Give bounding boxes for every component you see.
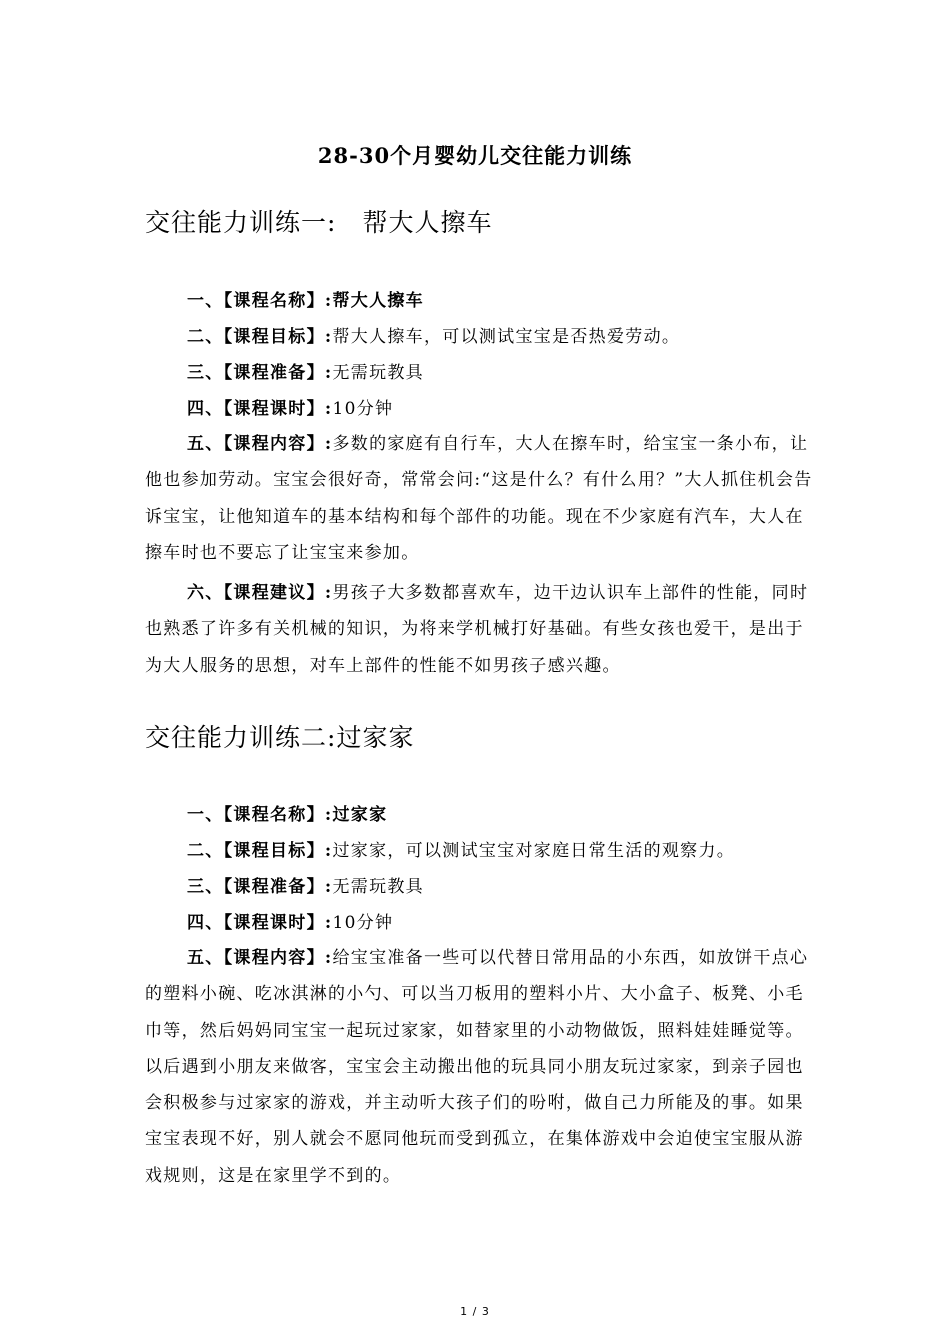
course-content-paragraph: [145, 426, 821, 571]
course-suggestion-paragraph: [145, 575, 821, 684]
course-name-row: [145, 797, 821, 833]
course-prep-row: [145, 355, 821, 391]
course-content-label: 五、【课程内容】:: [187, 948, 333, 968]
course-content-label: 五、【课程内容】:: [187, 434, 333, 454]
course-goal-row: [145, 319, 821, 355]
course-content-paragraph: [145, 940, 821, 1194]
course-goal-label: 二、【课程目标】:: [187, 841, 333, 861]
course-suggestion-text: 男孩子大多数都喜欢车，边干边认识车上部件的性能，同时也熟悉了许多有关机械的知识，为将来学机械打好基础。有些女孩也爱干，是出于为大人服务的思想，对车上部件的性能不如男孩子感兴趣。: [145, 583, 809, 676]
section-heading-name: 过家家: [336, 723, 415, 752]
course-prep-label: 三、【课程准备】:: [187, 877, 333, 897]
section-heading-prefix: 交往能力训练一:: [145, 208, 337, 237]
course-goal-value: 帮大人擦车，可以测试宝宝是否热爱劳动。: [332, 327, 681, 347]
course-duration-label: 四、【课程课时】:: [187, 913, 333, 933]
course-prep-value: 无需玩教具: [332, 363, 424, 383]
course-duration-row: [145, 391, 821, 427]
course-goal-label: 二、【课程目标】:: [187, 327, 333, 347]
section-heading-1: [145, 203, 492, 239]
course-duration-value: 10分钟: [332, 913, 394, 933]
section-heading-2: [145, 718, 414, 754]
course-duration-label: 四、【课程课时】:: [187, 399, 333, 419]
course-name-label: 一、【课程名称】:: [187, 805, 333, 825]
course-suggestion-label: 六、【课程建议】:: [187, 583, 333, 603]
course-prep-label: 三、【课程准备】:: [187, 363, 333, 383]
course-goal-value: 过家家，可以测试宝宝对家庭日常生活的观察力。: [332, 841, 736, 861]
page-number: 1 / 3: [460, 1305, 490, 1318]
document-title: 28-30个月婴幼儿交往能力训练: [317, 143, 633, 168]
course-name-value: 过家家: [332, 805, 388, 825]
course-name-value: 帮大人擦车: [332, 291, 424, 311]
course-content-text: 多数的家庭有自行车，大人在擦车时，给宝宝一条小布，让他也参加劳动。宝宝会很好奇，常常会问:“这是什么？有什么用？”大人抓住机会告诉宝宝，让他知道车的基本结构和每个部件的功能。现在不少家庭有汽车，大人在擦车时也不要忘了让宝宝来参加。: [145, 434, 813, 563]
course-duration-row: [145, 905, 821, 941]
course-name-row: [145, 283, 821, 319]
course-duration-value: 10分钟: [332, 399, 394, 419]
course-goal-row: [145, 833, 821, 869]
course-name-label: 一、【课程名称】:: [187, 291, 333, 311]
course-content-text: 给宝宝准备一些可以代替日常用品的小东西，如放饼干点心的塑料小碗、吃冰淇淋的小勺、可以当刀板用的塑料小片、大小盒子、板凳、小毛巾等，然后妈妈同宝宝一起玩过家家，如替家里的小动物做饭，照料娃娃睡觉等。以后遇到小朋友来做客，宝宝会主动搬出他的玩具同小朋友玩过家家，到亲子园也会积极参与过家家的游戏，并主动听大孩子们的吩咐，做自己力所能及的事。如果宝宝表现不好，别人就会不愿同他玩而受到孤立，在集体游戏中会迫使宝宝服从游戏规则，这是在家里学不到的。: [145, 948, 809, 1186]
course-prep-row: [145, 869, 821, 905]
section-heading-prefix: 交往能力训练二:: [145, 723, 337, 752]
section-heading-name: 帮大人擦车: [362, 208, 493, 237]
course-prep-value: 无需玩教具: [332, 877, 424, 897]
